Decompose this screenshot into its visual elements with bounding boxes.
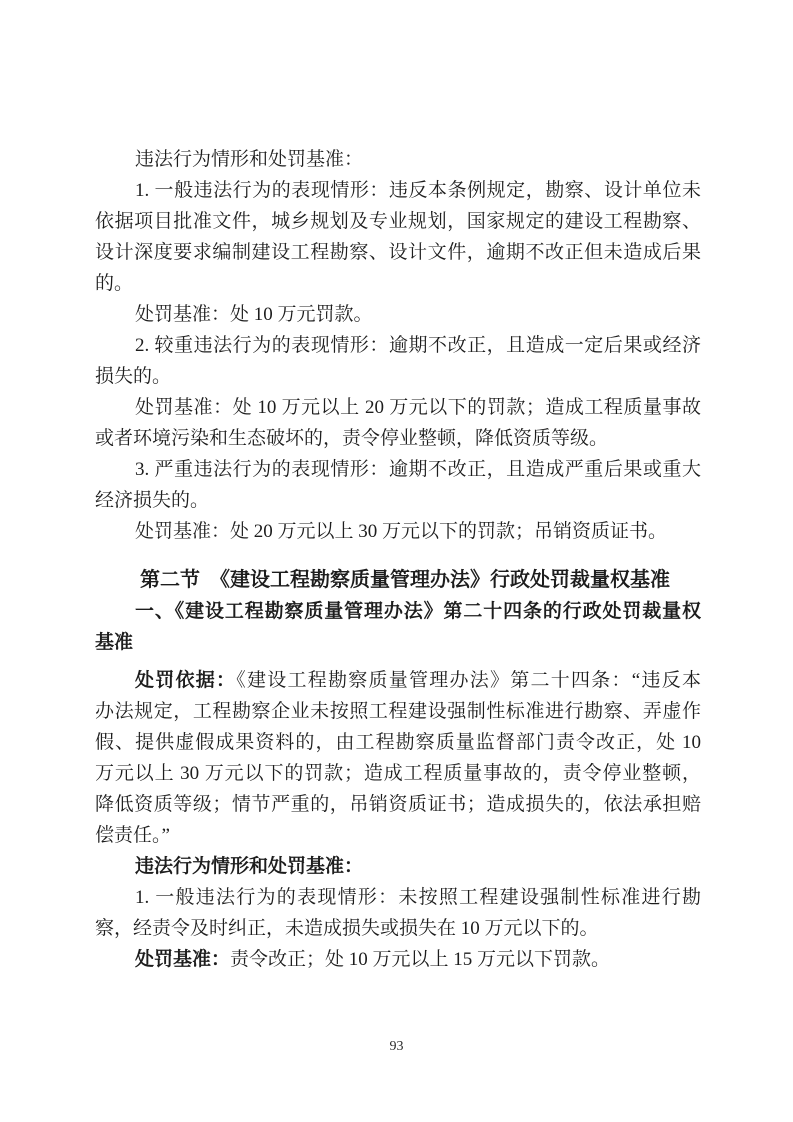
text-line [95, 758, 701, 789]
text-segment: 责令改正；处 10 万元以上 15 万元以下罚款。 [230, 949, 611, 970]
text-line [95, 206, 701, 237]
text-line [95, 820, 701, 851]
text-segment: 降低资质等级；情节严重的，吊销资质证书；造成损失的，依法承担赔 [95, 794, 701, 815]
text-line [95, 516, 701, 547]
text-segment: 处罚基准：处 10 万元罚款。 [135, 304, 373, 325]
subsection-heading-line2 [95, 627, 701, 658]
text-segment: 假、提供虚假成果资料的，由工程勘察质量监督部门责令改正，处 10 [95, 732, 701, 753]
text-segment: 设计深度要求编制建设工程勘察、设计文件，逾期不改正但未造成后果 [95, 242, 701, 263]
text-segment: 或者环境污染和生态破坏的，责令停业整顿，降低资质等级。 [95, 428, 609, 449]
page-number: 93 [389, 1039, 404, 1054]
text-segment: 一、《建设工程勘察质量管理办法》第二十四条的行政处罚裁量权 [135, 601, 701, 622]
text-line [95, 882, 701, 913]
text-line [95, 330, 701, 361]
text-line [95, 361, 701, 392]
clause-heading-plain [95, 144, 701, 175]
bold-label: 处罚基准： [135, 949, 231, 970]
text-segment: 2. 较重违法行为的表现情形：逾期不改正，且造成一定后果或经济 [135, 335, 701, 356]
text-segment: 违法行为情形和处罚基准： [135, 149, 364, 170]
text-segment: 损失的。 [95, 366, 172, 387]
text-segment: 第二节 《建设工程勘察质量管理办法》行政处罚裁量权基准 [140, 569, 670, 591]
text-line [95, 485, 701, 516]
clause-heading [95, 851, 701, 882]
section-heading [95, 565, 701, 596]
text-line [95, 696, 701, 727]
text-segment: 偿责任。” [95, 825, 170, 846]
text-line [95, 175, 701, 206]
text-line [95, 454, 701, 485]
text-line [95, 789, 701, 820]
text-segment: 1. 一般违法行为的表现情形：未按照工程建设强制性标准进行勘 [135, 887, 701, 908]
text-segment: 察，经责令及时纠正，未造成损失或损失在 10 万元以下的。 [95, 918, 599, 939]
text-segment: 处罚基准：处 10 万元以上 20 万元以下的罚款；造成工程质量事故 [135, 397, 701, 418]
text-line [95, 913, 701, 944]
text-line [95, 237, 701, 268]
text-segment: 经济损失的。 [95, 490, 210, 511]
text-line [95, 665, 701, 696]
document-body [95, 144, 701, 975]
text-line [95, 423, 701, 454]
bold-label: 处罚依据： [135, 670, 237, 691]
text-segment: 《建设工程勘察质量管理办法》第二十四条：“违反本 [236, 670, 701, 691]
text-line [95, 727, 701, 758]
text-segment: 违法行为情形和处罚基准： [135, 856, 364, 877]
subsection-heading-line1 [95, 596, 701, 627]
text-segment: 处罚基准：处 20 万元以上 30 万元以下的罚款；吊销资质证书。 [135, 521, 668, 542]
text-segment: 依据项目批准文件，城乡规划及专业规划，国家规定的建设工程勘察、 [95, 211, 701, 232]
text-line [95, 944, 701, 975]
text-segment: 办法规定，工程勘察企业未按照工程建设强制性标准进行勘察、弄虚作 [95, 701, 701, 722]
text-line [95, 392, 701, 423]
text-segment: 3. 严重违法行为的表现情形：逾期不改正，且造成严重后果或重大 [135, 459, 701, 480]
text-segment: 万元以上 30 万元以下的罚款；造成工程质量事故的，责令停业整顿， [95, 763, 701, 784]
text-line [95, 268, 701, 299]
text-segment: 的。 [95, 273, 134, 294]
text-segment: 1. 一般违法行为的表现情形：违反本条例规定，勘察、设计单位未 [135, 180, 701, 201]
text-line [95, 299, 701, 330]
text-segment: 基准 [95, 632, 134, 653]
